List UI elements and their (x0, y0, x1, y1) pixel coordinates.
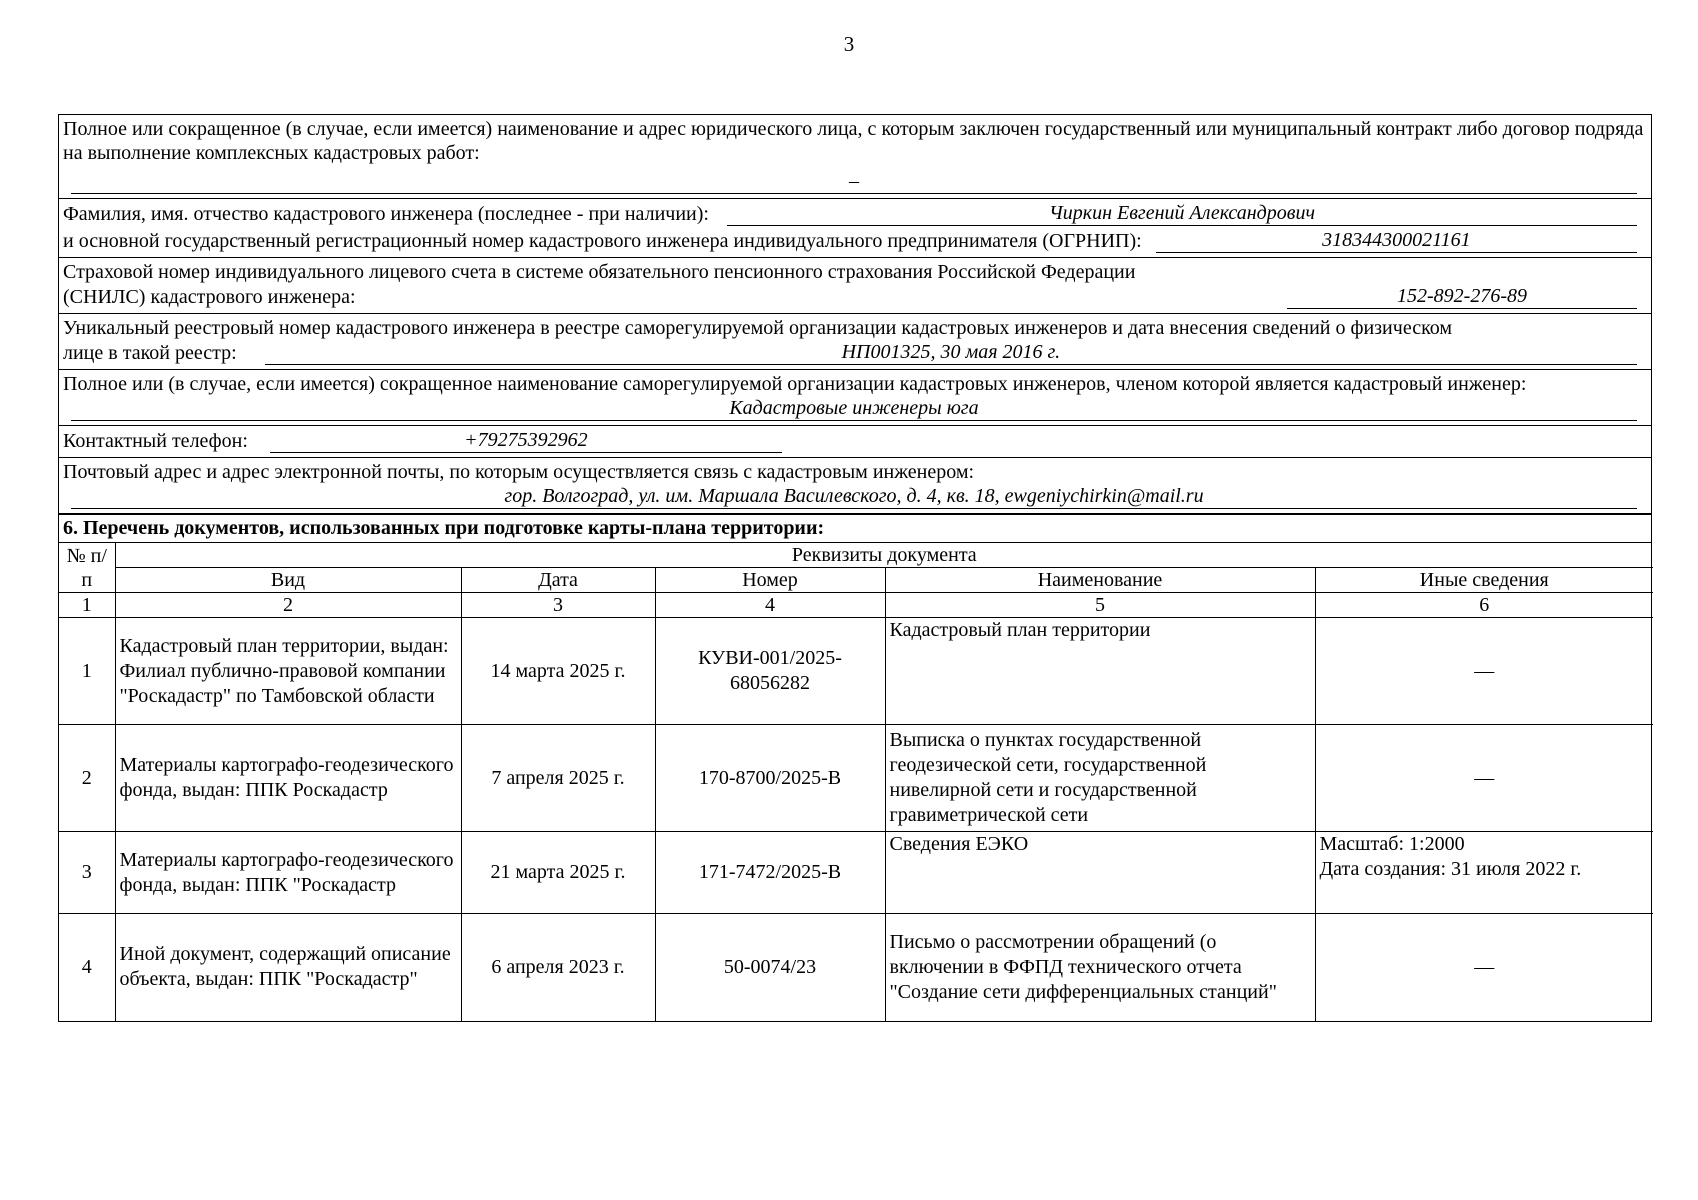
table-row (59, 725, 1653, 832)
col-header-other: Иные сведения (1315, 568, 1653, 593)
table-row (59, 618, 1653, 725)
row-other: — (1315, 914, 1653, 1021)
row-kind: Материалы картографо-геодезического фонда, выдан: ППК "Роскадастр (115, 832, 461, 914)
row-kind: Иной документ, содержащий описание объекта, выдан: ППК "Роскадастр" (115, 914, 461, 1021)
page-number: 3 (843, 32, 855, 56)
engineer-name-label: Фамилия, имя. отчество кадастрового инженера (последнее - при наличии): (63, 203, 709, 225)
row-other (1315, 832, 1653, 914)
snils-value: 152-892-276-89 (1287, 284, 1637, 309)
row-number: 170-8700/2025-В (655, 725, 885, 832)
col-header-kind: Вид (115, 568, 461, 593)
ogrnip-value: 318344300021161 (1156, 228, 1637, 253)
col-number: 6 (1315, 593, 1653, 618)
col-no-header: № п/п (59, 543, 115, 593)
row-no: 4 (59, 914, 115, 1021)
registry-value: НП001325, 30 мая 2016 г. (265, 340, 1637, 365)
row-kind: Материалы картографо-геодезического фонда, выдан: ППК Роскадастр (115, 725, 461, 832)
row-no: 1 (59, 618, 115, 725)
row-number: 50-0074/23 (655, 914, 885, 1021)
row-other-scale: Масштаб: 1:2000 (1319, 833, 1465, 855)
snils-label-line2: (СНИЛС) кадастрового инженера: (63, 286, 356, 308)
column-number-row (59, 593, 1653, 618)
postal-value: гор. Волгоград, ул. им. Маршала Василевского, д. 4, кв. 18, ewgeniychirkin@mail.ru (71, 484, 1637, 509)
col-number: 2 (115, 593, 461, 618)
col-number: 1 (59, 593, 115, 618)
registry-label-line2: лице в такой реестр: (63, 342, 237, 364)
col-header-date: Дата (461, 568, 655, 593)
contractor-value: – (71, 169, 1637, 194)
sro-label: Полное или (в случае, если имеется) сокращенное наименование саморегулируемой организации кадастровых инженеров, членом которой является кадастровый инженер: (63, 373, 1527, 395)
engineer-section (59, 199, 1651, 258)
sro-value: Кадастровые инженеры юга (71, 396, 1637, 421)
documents-table (59, 543, 1653, 1021)
engineer-name-value: Чиркин Евгений Александрович (727, 201, 1637, 226)
row-other: — (1315, 725, 1653, 832)
form-sheet (58, 114, 1652, 1022)
sro-section (59, 370, 1651, 426)
phone-label: Контактный телефон: (63, 430, 248, 452)
row-kind: Кадастровый план территории, выдан: Филиал публично-правовой компании "Роскадастр" по Тамбовской области (115, 618, 461, 725)
phone-section (59, 426, 1651, 458)
group-header: Реквизиты документа (115, 543, 1653, 568)
table-row (59, 914, 1653, 1021)
table-header-row (59, 543, 1653, 568)
ogrnip-label: и основной государственный регистрационный номер кадастрового инженера индивидуального предпринимателя (ОГРНИП): (63, 230, 1142, 252)
row-name: Выписка о пунктах государственной геодезической сети, государственной нивелирной сети и государственной гравиметрической сети (885, 725, 1315, 832)
row-date: 7 апреля 2025 г. (461, 725, 655, 832)
snils-label-line1: Страховой номер индивидуального лицевого счета в системе обязательного пенсионного страхования Российской Федерации (63, 261, 1136, 283)
postal-label: Почтовый адрес и адрес электронной почты, по которым осуществляется связь с кадастровым инженером: (63, 461, 975, 483)
col-header-number: Номер (655, 568, 885, 593)
contractor-section (59, 115, 1651, 199)
documents-title: 6. Перечень документов, использованных при подготовке карты-плана территории: (59, 515, 1651, 543)
col-number: 3 (461, 593, 655, 618)
postal-section (59, 458, 1651, 515)
row-name: Письмо о рассмотрении обращений (о включении в ФФПД технического отчета "Создание сети дифференциальных станций" (885, 914, 1315, 1021)
col-number: 5 (885, 593, 1315, 618)
table-row (59, 832, 1653, 914)
row-date: 14 марта 2025 г. (461, 618, 655, 725)
row-number: КУВИ-001/2025-68056282 (655, 618, 885, 725)
row-no: 2 (59, 725, 115, 832)
contractor-label: Полное или сокращенное (в случае, если имеется) наименование и адрес юридического лица, с которым заключен государственный или муниципальный контракт либо договор подряда на выполнение комплексных кадастровых работ: (63, 118, 1644, 164)
registry-label-line1: Уникальный реестровый номер кадастрового инженера в реестре саморегулируемой организации кадастровых инженеров и дата внесения сведений о физическом (63, 317, 1453, 339)
row-date: 6 апреля 2023 г. (461, 914, 655, 1021)
table-subheader-row (59, 568, 1653, 593)
col-number: 4 (655, 593, 885, 618)
row-date: 21 марта 2025 г. (461, 832, 655, 914)
phone-value: +79275392962 (270, 428, 782, 453)
row-other: — (1315, 618, 1653, 725)
row-other-created: Дата создания: 31 июля 2022 г. (1319, 858, 1582, 880)
snils-section (59, 258, 1651, 314)
row-no: 3 (59, 832, 115, 914)
row-number: 171-7472/2025-В (655, 832, 885, 914)
row-name: Кадастровый план территории (885, 618, 1315, 725)
col-header-name: Наименование (885, 568, 1315, 593)
registry-section (59, 314, 1651, 370)
row-name: Сведения ЕЭКО (885, 832, 1315, 914)
